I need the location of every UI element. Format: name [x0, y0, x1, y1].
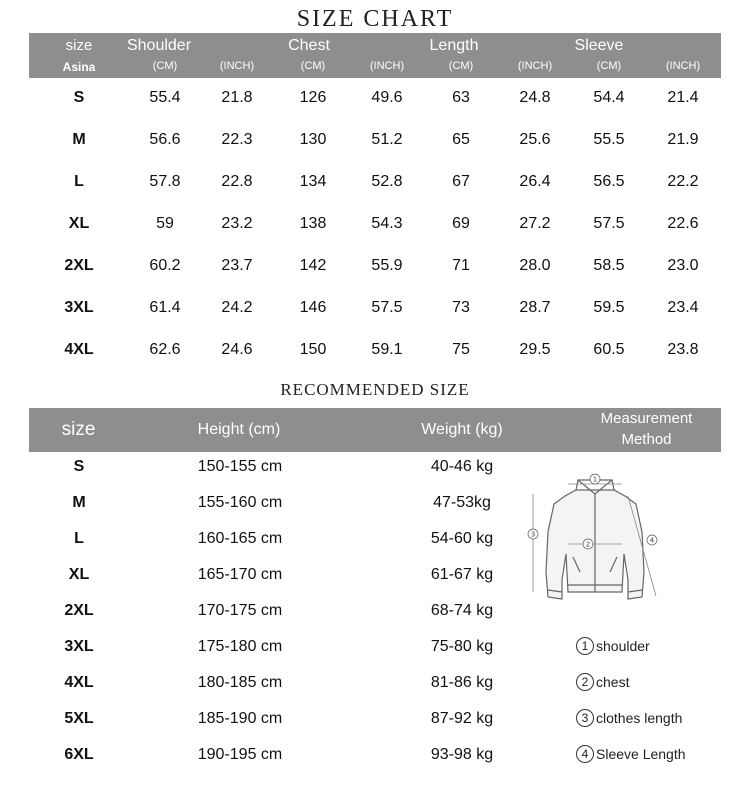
- table-cell: 57.8: [149, 173, 181, 190]
- table-cell: 75: [452, 341, 470, 358]
- jacket-measurement-diagram: [518, 472, 673, 627]
- legend-label: clothes length: [596, 710, 683, 726]
- table-cell: 75-80 kg: [430, 638, 494, 655]
- table-cell: 23.8: [667, 341, 699, 358]
- header-group: Length: [429, 37, 479, 54]
- table-cell: 61-67 kg: [430, 566, 494, 583]
- table-cell: 57.5: [371, 299, 403, 316]
- legend-item: [576, 745, 686, 763]
- table-cell: 25.6: [519, 131, 551, 148]
- table-cell: 59.5: [593, 299, 625, 316]
- table-cell: 73: [452, 299, 470, 316]
- legend-number: 3: [576, 709, 594, 727]
- table-cell: 22.3: [221, 131, 253, 148]
- table-cell: 60.5: [593, 341, 625, 358]
- header-unit: (CM): [596, 60, 622, 72]
- table-cell: 21.8: [221, 89, 253, 106]
- table-cell: 134: [299, 173, 327, 190]
- table-cell: 23.4: [667, 299, 699, 316]
- table-cell: 81-86 kg: [430, 674, 494, 691]
- size-label: 6XL: [64, 746, 94, 763]
- table-cell: 69: [452, 215, 470, 232]
- table-cell: 150: [299, 341, 327, 358]
- table-cell: 40-46 kg: [430, 458, 494, 475]
- size-label: 4XL: [64, 674, 94, 691]
- table-cell: 27.2: [519, 215, 551, 232]
- legend-label: chest: [596, 674, 630, 690]
- table-cell: 185-190 cm: [197, 710, 283, 727]
- table-cell: 138: [299, 215, 327, 232]
- header-method-line2: Method: [621, 431, 672, 448]
- table-cell: 62.6: [149, 341, 181, 358]
- table-cell: 63: [452, 89, 470, 106]
- header-unit: (INCH): [665, 60, 701, 72]
- table-cell: 93-98 kg: [430, 746, 494, 763]
- table-cell: 23.0: [667, 257, 699, 274]
- header-size: size: [61, 419, 96, 440]
- header-unit: (CM): [448, 60, 474, 72]
- table-cell: 23.7: [221, 257, 253, 274]
- table-cell: 28.0: [519, 257, 551, 274]
- table-cell: 71: [452, 257, 470, 274]
- table-cell: 22.6: [667, 215, 699, 232]
- table-cell: 165-170 cm: [197, 566, 283, 583]
- size-label: S: [73, 89, 85, 106]
- size-label: M: [72, 494, 86, 511]
- table-cell: 51.2: [371, 131, 403, 148]
- table-cell: 180-185 cm: [197, 674, 283, 691]
- size-chart-header: [29, 33, 721, 78]
- table-cell: 190-195 cm: [197, 746, 283, 763]
- table-cell: 22.2: [667, 173, 699, 190]
- table-cell: 54-60 kg: [430, 530, 494, 547]
- table-cell: 21.4: [667, 89, 699, 106]
- header-unit: (CM): [152, 60, 178, 72]
- svg-text:1: 1: [592, 475, 598, 484]
- legend-label: shoulder: [596, 638, 650, 654]
- header-unit: (INCH): [219, 60, 255, 72]
- table-cell: 59: [156, 215, 174, 232]
- svg-text:2: 2: [585, 540, 591, 549]
- legend-number: 1: [576, 637, 594, 655]
- table-cell: 52.8: [371, 173, 403, 190]
- size-label: L: [74, 530, 84, 547]
- size-label: 3XL: [64, 638, 94, 655]
- header-unit: (CM): [300, 60, 326, 72]
- legend-item: [576, 709, 682, 727]
- table-cell: 146: [299, 299, 327, 316]
- table-cell: 54.4: [593, 89, 625, 106]
- size-label: 5XL: [64, 710, 94, 727]
- table-cell: 126: [299, 89, 327, 106]
- table-cell: 142: [299, 257, 327, 274]
- header-group: Shoulder: [126, 37, 192, 54]
- size-label: 2XL: [64, 602, 94, 619]
- legend-item: [576, 673, 629, 691]
- legend-number: 4: [576, 745, 594, 763]
- table-cell: 26.4: [519, 173, 551, 190]
- table-cell: 55.9: [371, 257, 403, 274]
- header-unit: (INCH): [369, 60, 405, 72]
- size-label: XL: [68, 566, 90, 583]
- table-cell: 155-160 cm: [197, 494, 283, 511]
- svg-text:3: 3: [530, 530, 536, 539]
- size-label: 2XL: [64, 257, 94, 274]
- table-cell: 57.5: [593, 215, 625, 232]
- header-group: Chest: [288, 37, 330, 54]
- table-cell: 170-175 cm: [197, 602, 283, 619]
- table-cell: 61.4: [149, 299, 181, 316]
- table-cell: 49.6: [371, 89, 403, 106]
- table-cell: 54.3: [371, 215, 403, 232]
- size-label: 3XL: [64, 299, 94, 316]
- size-label: L: [74, 173, 84, 190]
- size-label: XL: [68, 215, 90, 232]
- size-label: 4XL: [64, 341, 94, 358]
- table-cell: 56.6: [149, 131, 181, 148]
- header-unit: (INCH): [517, 60, 553, 72]
- table-cell: 68-74 kg: [430, 602, 494, 619]
- table-cell: 47-53kg: [433, 494, 491, 511]
- table-cell: 58.5: [593, 257, 625, 274]
- table-cell: 175-180 cm: [197, 638, 283, 655]
- header-method-line1: Measurement: [600, 410, 693, 427]
- table-cell: 55.4: [149, 89, 181, 106]
- table-cell: 65: [452, 131, 470, 148]
- size-chart-title: SIZE CHART: [296, 6, 454, 32]
- table-cell: 67: [452, 173, 470, 190]
- table-cell: 23.2: [221, 215, 253, 232]
- table-cell: 130: [299, 131, 327, 148]
- table-cell: 160-165 cm: [197, 530, 283, 547]
- table-cell: 24.6: [221, 341, 253, 358]
- size-label: S: [73, 458, 85, 475]
- table-cell: 28.7: [519, 299, 551, 316]
- table-cell: 29.5: [519, 341, 551, 358]
- table-cell: 24.2: [221, 299, 253, 316]
- table-cell: 21.9: [667, 131, 699, 148]
- legend-label: Sleeve Length: [596, 746, 686, 762]
- recommended-title: RECOMMENDED SIZE: [280, 380, 470, 399]
- svg-text:4: 4: [649, 536, 655, 545]
- table-cell: 24.8: [519, 89, 551, 106]
- table-cell: 150-155 cm: [197, 458, 283, 475]
- legend-number: 2: [576, 673, 594, 691]
- header-group: Sleeve: [574, 37, 624, 54]
- table-cell: 60.2: [149, 257, 181, 274]
- header-weight: Weight (kg): [421, 421, 503, 438]
- table-cell: 59.1: [371, 341, 403, 358]
- header-size: size: [65, 37, 93, 54]
- recommended-header: [29, 408, 721, 452]
- legend-item: [576, 637, 650, 655]
- header-brand: Asina: [62, 60, 96, 74]
- table-cell: 55.5: [593, 131, 625, 148]
- table-cell: 56.5: [593, 173, 625, 190]
- table-cell: 22.8: [221, 173, 253, 190]
- header-height: Height (cm): [197, 421, 281, 438]
- table-cell: 87-92 kg: [430, 710, 494, 727]
- size-label: M: [72, 131, 86, 148]
